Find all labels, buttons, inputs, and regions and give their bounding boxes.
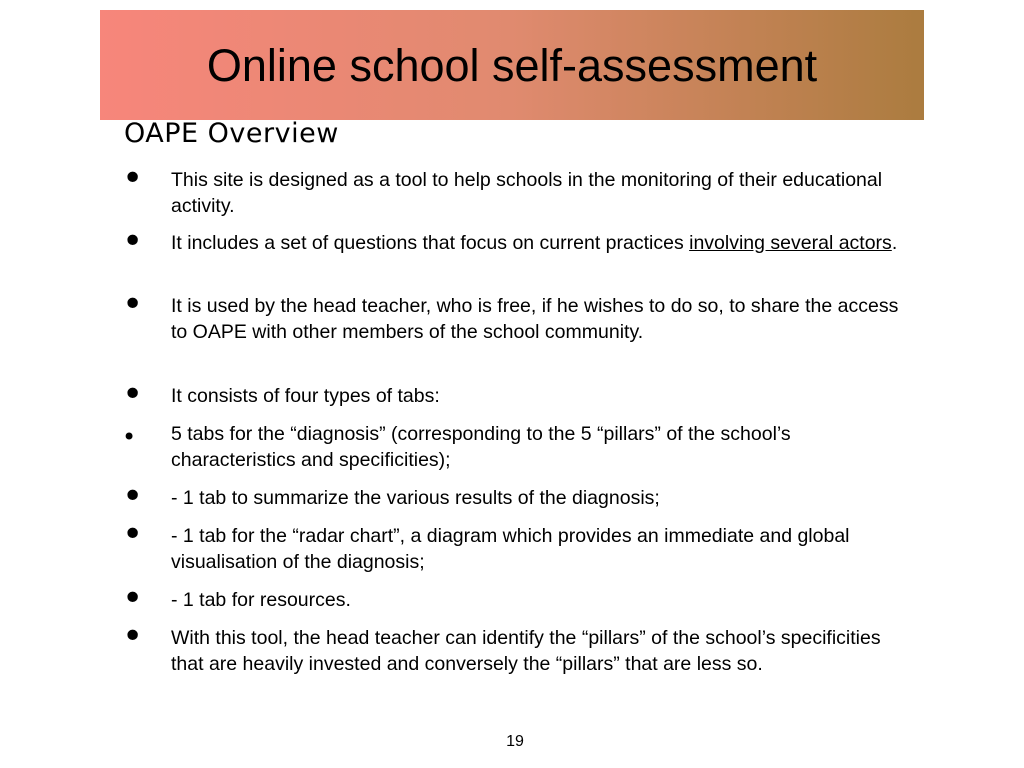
bullet-text: It consists of four types of tabs: [171,385,440,407]
bullet-icon: • [122,514,144,555]
bullet-text: With this tool, the head teacher can identify the “pillars” of the school’s specificities that are heavily invested and conversely the “pillars” that are less so. [171,627,881,675]
bullet-icon: • [122,578,144,619]
bullet-icon: • [122,221,144,262]
bullet-text: This site is designed as a tool to help schools in the monitoring of their educational activity. [171,169,883,217]
title-banner [100,10,924,120]
bullet-icon: • [122,476,144,517]
bullet-text: - 1 tab for resources. [171,589,351,611]
bullet-text: - 1 tab to summarize the various results of the diagnosis; [171,487,660,509]
bullet-text-part: It includes a set of questions that focus on current practices [171,232,690,254]
bullet-text [171,230,916,256]
section-heading: OAPE Overview [124,118,339,149]
bullet-icon: • [122,616,144,657]
slide-title: Online school self-assessment [206,40,818,91]
page-number: 19 [506,733,524,750]
bullet-icon: • [122,374,144,415]
bullet-text: - 1 tab for the “radar chart”, a diagram which provides an immediate and global visualisation of the diagnosis; [171,525,850,573]
bullet-icon: • [122,423,137,451]
bullet-text-underlined: involving several actors [689,232,892,254]
bullet-icon: • [122,284,144,325]
bullet-text: 5 tabs for the “diagnosis” (corresponding to the 5 “pillars” of the school’s characteristics and specificities); [171,423,791,471]
bullet-icon: • [122,158,144,199]
bullet-text-part: . [891,232,898,254]
bullet-text: It is used by the head teacher, who is free, if he wishes to do so, to share the access to OAPE with other members of the school community. [171,295,899,343]
